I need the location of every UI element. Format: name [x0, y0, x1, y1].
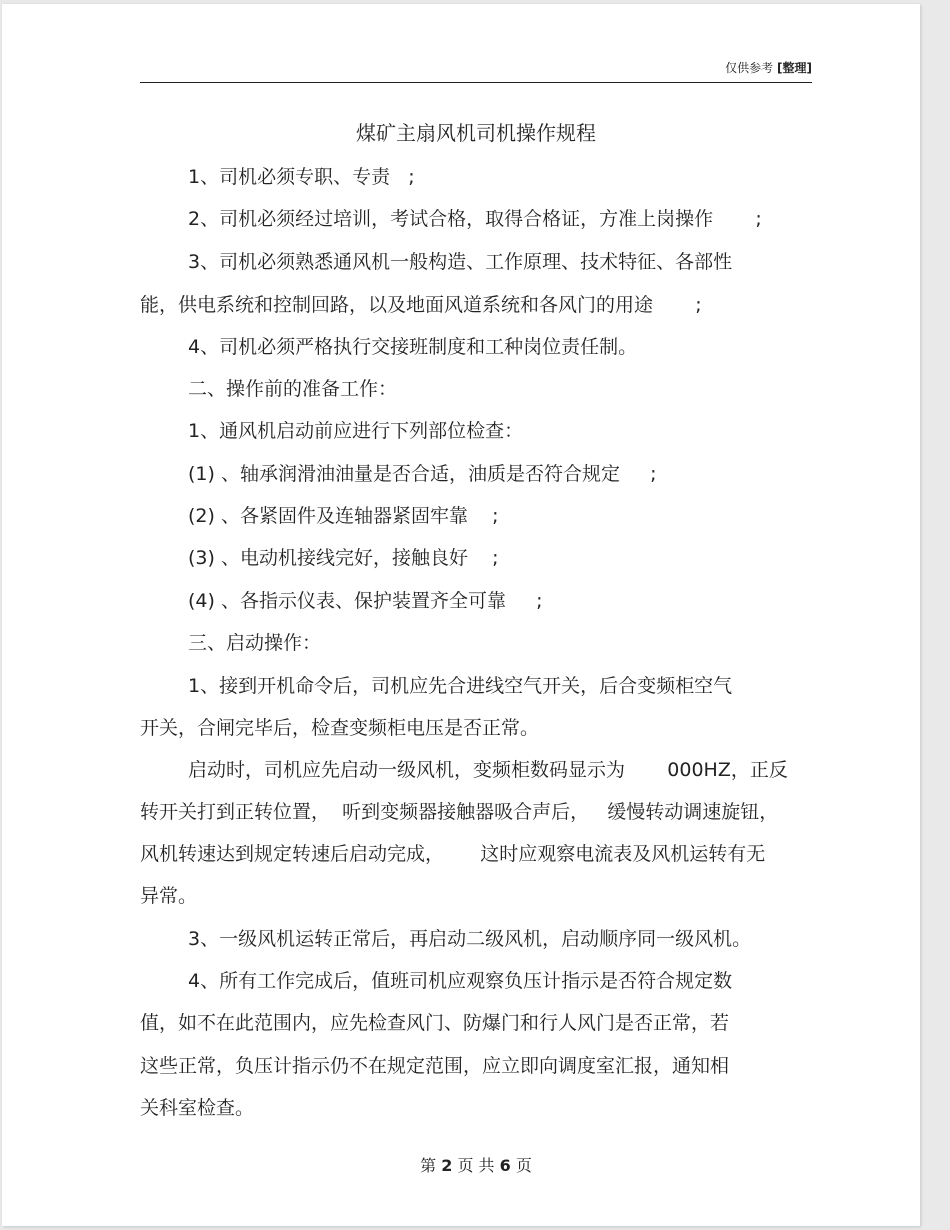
paragraph-line: 3、一级风机运转正常后，再启动二级风机，启动顺序同一级风机。 — [188, 928, 752, 950]
paragraph-line: (2) 、各紧固件及连轴器紧固牢靠 ; — [188, 505, 499, 527]
section-heading: 二、操作前的准备工作： — [188, 378, 398, 400]
paragraph-line: 关科室检查。 — [140, 1097, 255, 1119]
total-pages-number: 6 — [499, 1156, 511, 1175]
paragraph-line: 2、司机必须经过培训，考试合格，取得合格证，方准上岗操作 ; — [188, 208, 762, 230]
footer-middle: 页 共 — [457, 1156, 495, 1175]
paragraph-line: (1) 、轴承润滑油油量是否合适，油质是否符合规定 ; — [188, 463, 657, 485]
paragraph-line: 1、接到开机命令后，司机应先合进线空气开关，后合变频柜空气 — [188, 675, 733, 697]
paragraph-line: 值，如不在此范围内，应先检查风门、防爆门和行人风门是否正常，若 — [140, 1012, 730, 1034]
paragraph-line: 4、司机必须严格执行交接班制度和工种岗位责任制。 — [188, 336, 638, 358]
header-text — [725, 59, 812, 76]
current-page-number: 2 — [441, 1156, 453, 1175]
section-heading: 三、启动操作： — [188, 632, 322, 654]
page-footer — [140, 1154, 812, 1178]
paragraph-line: 1、司机必须专职、专责 ; — [188, 166, 415, 188]
paragraph-line: 开关，合闸完毕后，检查变频柜电压是否正常。 — [140, 717, 540, 739]
footer-suffix: 页 — [515, 1156, 532, 1175]
paragraph-line: 1、通风机启动前应进行下列部位检查： — [188, 420, 524, 442]
footer-prefix: 第 — [420, 1156, 437, 1175]
paragraph-line: 启动时，司机应先启动一级风机，变频柜数码显示为 000HZ，正反 — [188, 759, 788, 781]
paragraph-line: 3、司机必须熟悉通风机一般构造、工作原理、技术特征、各部性 — [188, 251, 733, 273]
paragraph-line: 风机转速达到规定转速后启动完成， 这时应观察电流表及风机运转有无 — [140, 843, 766, 865]
paragraph-line: 4、所有工作完成后，值班司机应观察负压计指示是否符合规定数 — [188, 970, 733, 992]
paragraph-line: 这些正常，负压计指示仍不在规定范围，应立即向调度室汇报，通知相 — [140, 1055, 730, 1077]
paragraph-line: 转开关打到正转位置， 听到变频器接触器吸合声后， 缓慢转动调速旋钮， — [140, 801, 779, 823]
header-tag: [整理] — [777, 61, 812, 75]
paragraph-line: (4) 、各指示仪表、保护装置齐全可靠 ; — [188, 590, 543, 612]
page-header — [140, 56, 812, 83]
paragraph-line: (3) 、电动机接线完好，接触良好 ; — [188, 547, 499, 569]
document-page — [2, 4, 920, 1226]
document-title: 煤矿主扇风机司机操作规程 — [356, 121, 596, 145]
header-prefix: 仅供参考 — [725, 61, 774, 75]
paragraph-line: 能，供电系统和控制回路，以及地面风道系统和各风门的用途 ; — [140, 294, 702, 316]
paragraph-line: 异常。 — [140, 885, 198, 907]
